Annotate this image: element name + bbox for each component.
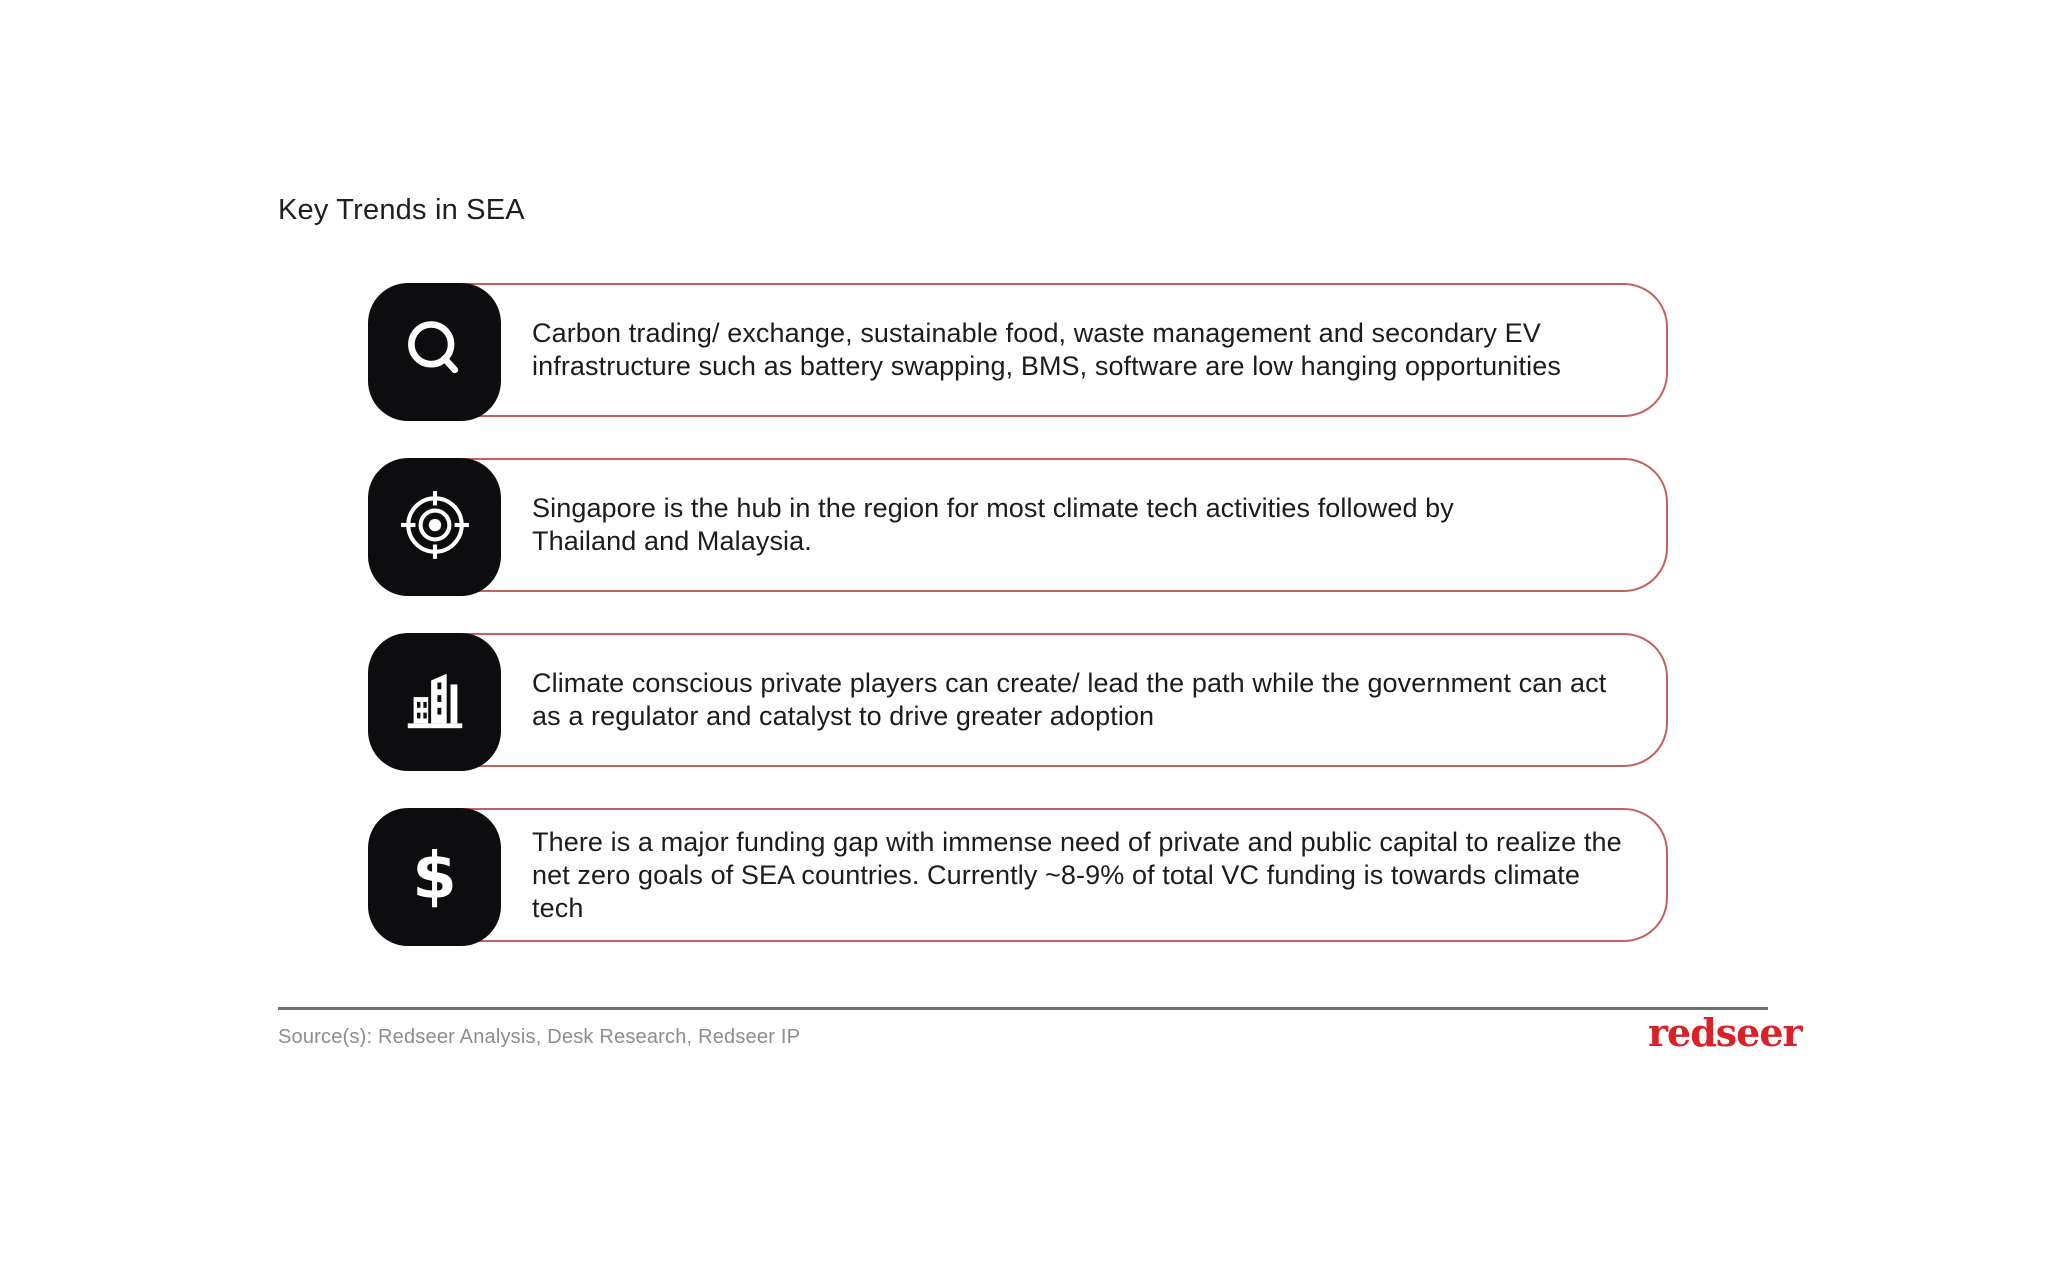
trend-card-carbon-opportunities — [368, 283, 1668, 417]
trend-text-line: as a regulator and catalyst to drive greater adoption — [532, 701, 1155, 731]
trend-card-text — [532, 285, 1626, 415]
icon-box — [368, 808, 501, 946]
trend-card-text — [532, 635, 1626, 765]
icon-box — [368, 633, 501, 771]
trend-card-private-players — [368, 633, 1668, 767]
trend-text-line: infrastructure such as battery swapping, BMS, software are low hanging opportunities — [532, 351, 1561, 381]
target-icon — [398, 488, 472, 567]
trend-text-line: Singapore is the hub in the region for most climate tech activities followed by — [532, 493, 1454, 523]
footer-divider — [278, 1007, 1768, 1010]
trend-card-singapore-hub — [368, 458, 1668, 592]
icon-box — [368, 458, 501, 596]
trend-card-funding-gap — [368, 808, 1668, 942]
search-icon — [401, 316, 469, 389]
source-note: Source(s): Redseer Analysis, Desk Research, Redseer IP — [278, 1026, 801, 1048]
trend-text-line: Climate conscious private players can create/ lead the path while the government can act — [532, 668, 1607, 698]
page-title: Key Trends in SEA — [278, 194, 525, 226]
key-trends-list — [368, 283, 1668, 983]
buildings-icon — [400, 665, 470, 740]
trend-text-line: Thailand and Malaysia. — [532, 526, 812, 556]
trend-card-text — [532, 460, 1626, 590]
trend-card-text — [532, 810, 1626, 940]
trend-text-line: net zero goals of SEA countries. Currently ~8-9% of total VC funding is towards climate tech — [532, 859, 1580, 923]
dollar-icon: $ — [412, 840, 457, 914]
trend-text-line: Carbon trading/ exchange, sustainable food, waste management and secondary EV — [532, 318, 1541, 348]
redseer-logo: redseer — [1648, 1010, 1802, 1055]
trend-text-line: There is a major funding gap with immense need of private and public capital to realize the — [532, 826, 1622, 857]
icon-box — [368, 283, 501, 421]
